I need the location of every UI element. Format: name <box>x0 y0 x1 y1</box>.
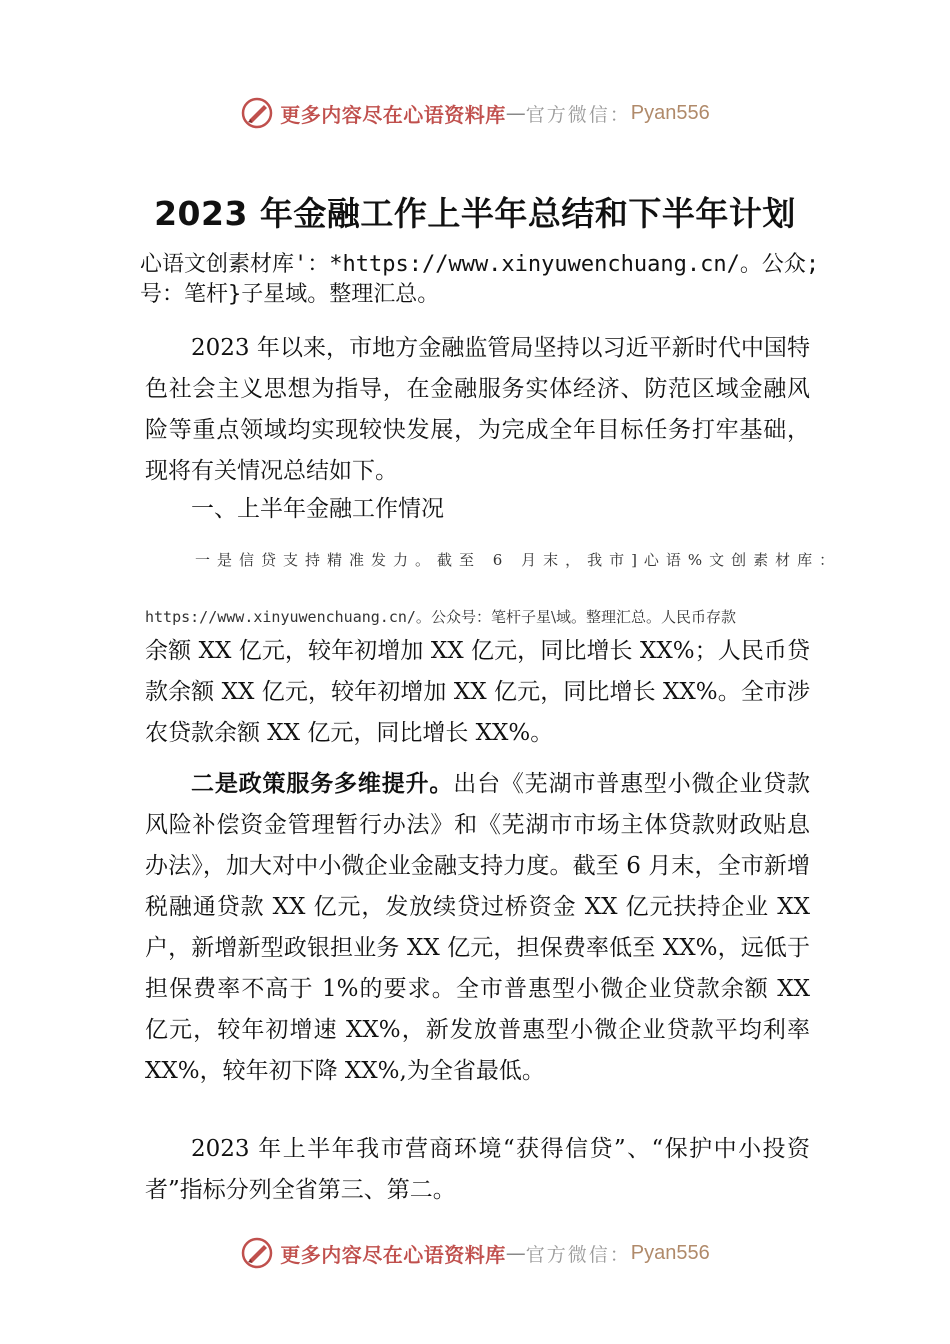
item3-paragraph: 2023 年上半年我市营商环境“获得信贷”、“保护中小投资者”指标分列全省第三、第二。 <box>145 1136 810 1203</box>
banner-wechat-id: Pyan556 <box>630 1241 710 1264</box>
banner-main-text: 更多内容尽在心语资料库 <box>280 1242 506 1267</box>
source-line: 心语文创素材库'：*https://www.xinyuwenchuang.cn/。公众;号：笔杆}子星域。整理汇总。 <box>140 252 820 307</box>
banner-wechat-label: 官方微信： <box>525 1243 631 1266</box>
item2-paragraph <box>145 764 810 1092</box>
intro-paragraph: 2023 年以来，市地方金融监管局坚持以习近平新时代中国特色社会主义思想为指导，在金融服务实体经济、防范区域金融风险等重点领域均实现较快发展，为完成全年目标任务打牢基础，现将有关情况总结如下。 <box>145 335 810 484</box>
item1-url-line <box>145 606 825 627</box>
footer-banner <box>0 1233 950 1273</box>
banner-separator: — <box>505 1241 526 1265</box>
item1-url: https://www.xinyuwenchuang.cn/。 <box>145 608 431 626</box>
item1-first-line: 一是信贷支持精准发力。截至 6 月末，我市]心语%文创素材库： <box>195 551 842 569</box>
pen-seal-logo-icon <box>240 96 274 130</box>
header-banner <box>0 93 950 133</box>
banner-wechat-label: 官方微信： <box>525 103 631 126</box>
banner-separator: — <box>505 101 526 125</box>
item1-body: 余额 XX 亿元，较年初增加 XX 亿元，同比增长 XX%；人民币贷款余额 XX 亿元，较年初增加 XX 亿元，同比增长 XX%。全市涉农贷款余额 XX 亿元，同比增长 XX%。 <box>145 638 810 746</box>
document-title: 2023 年金融工作上半年总结和下半年计划 <box>154 194 796 233</box>
item2-body: 出台《芜湖市普惠型小微企业贷款风险补偿资金管理暂行办法》和《芜湖市市场主体贷款财政贴息办法》，加大对中小微企业金融支持力度。截至 6 月末，全市新增税融通贷款 XX 亿元，发放续贷过桥资金 XX 亿元扶持企业 XX 户，新增新型政银担业务 XX 亿元，担保费率低至 XX%，远低于担保费率不高于 1%的要求。全市普惠型小微企业贷款余额 XX 亿元，较年初增速 XX%，新发放普惠型小微企业贷款平均利率 XX%，较年初下降 XX%,为全省最低。 <box>145 771 811 1084</box>
banner-wechat-id: Pyan556 <box>630 101 710 124</box>
item1-url-rest: 公众号：笔杆子星\域。整理汇总。人民币存款 <box>430 608 736 626</box>
pen-seal-logo-icon <box>240 1236 274 1270</box>
item2-lead: 二是政策服务多维提升。 <box>191 771 454 797</box>
section-heading-1: 一、上半年金融工作情况 <box>191 496 444 522</box>
banner-main-text: 更多内容尽在心语资料库 <box>280 102 506 127</box>
